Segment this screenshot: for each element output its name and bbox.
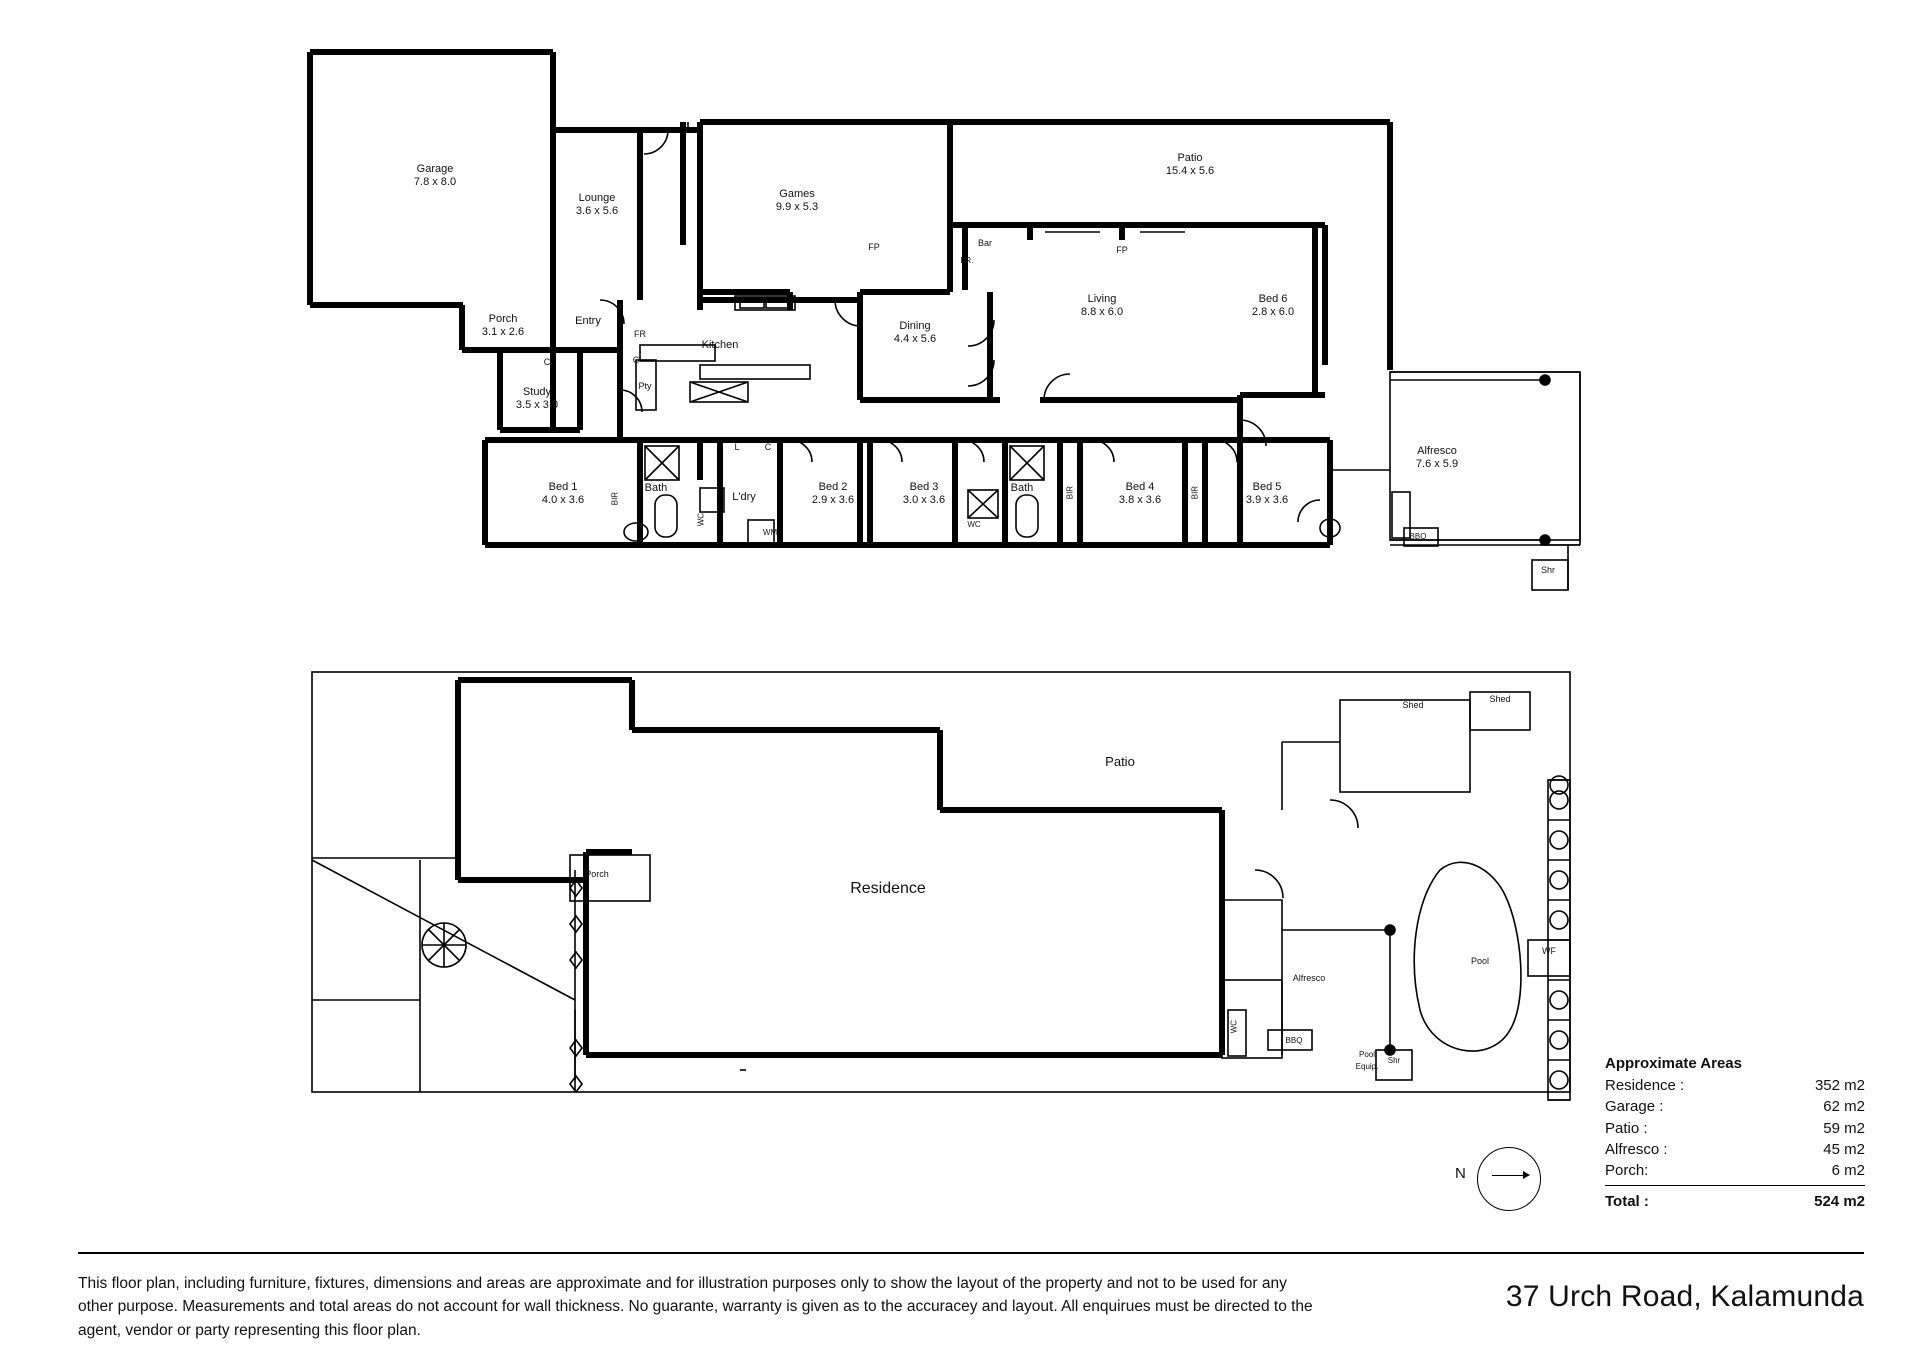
siteplan-label: Pool: [1470, 956, 1489, 966]
area-value: 352 m2: [1814, 1077, 1865, 1094]
fixture-label: L: [734, 442, 740, 452]
siteplan-label: WF: [1542, 946, 1556, 956]
compass: [1455, 1165, 1466, 1182]
areas-heading: Approximate Areas: [1605, 1055, 1742, 1072]
fixture-label: FP: [868, 242, 880, 252]
fixture-label: WC: [696, 512, 706, 527]
siteplan-label: Shed: [1489, 694, 1511, 704]
room-label: Bath: [1010, 482, 1034, 494]
area-value: 62 m2: [1823, 1098, 1865, 1116]
area-total-value: 524 m2: [1814, 1193, 1865, 1211]
room-label: Patio 15.4 x 5.6: [1165, 152, 1215, 177]
area-row: [1605, 1118, 1865, 1139]
fixture-label: FR: [634, 329, 646, 339]
area-row: [1605, 1075, 1865, 1096]
room-label: Bed 6 2.8 x 6.0: [1251, 293, 1295, 318]
fixture-label: FR.: [960, 256, 974, 265]
room-label: Study 3.5 x 3.0: [515, 386, 559, 411]
footer-divider: [78, 1252, 1864, 1254]
floorplan-detail: [600, 122, 1580, 590]
siteplan-label: Patio: [1105, 754, 1135, 769]
siteplan-label: Porch: [585, 869, 609, 879]
floorplan-walls: [310, 52, 1390, 545]
property-address: 37 Urch Road, Kalamunda: [1505, 1280, 1864, 1313]
area-row: [1605, 1096, 1865, 1117]
area-label: Porch:: [1605, 1162, 1649, 1180]
area-value: 59 m2: [1823, 1119, 1865, 1137]
siteplan-label: Alfresco: [1292, 973, 1326, 983]
siteplan-label: Pool: [1358, 1050, 1375, 1059]
fixture-label: C: [632, 355, 640, 365]
room-label: Lounge 3.6 x 5.6: [575, 192, 619, 217]
room-label: Bath: [644, 482, 668, 494]
compass-arrowhead: [1523, 1171, 1530, 1179]
compass-circle: [1477, 1147, 1541, 1211]
area-label: Alfresco :: [1605, 1140, 1668, 1158]
fixture-label: Pty: [638, 381, 652, 391]
disclaimer-text: This floor plan, including furniture, fixtures, dimensions and areas are approximate and for illustration purposes only to show the layout of the property and not to be used for any other purpose. Measurements and total areas do not account for wall thickness. No guarante, warranty is given as to the accuracey and layout. All enquirues must be directed to the agent, vendor or party representing this floor plan.: [78, 1275, 1313, 1339]
approximate-areas-panel: [1605, 1055, 1865, 1213]
area-label: Patio :: [1605, 1119, 1648, 1137]
area-total-row: [1605, 1188, 1865, 1212]
areas-divider: [1605, 1185, 1865, 1186]
fixture-label: C: [764, 442, 772, 452]
fixture-label: WC: [967, 520, 981, 529]
room-label: Entry: [575, 315, 601, 327]
compass-north-label: N: [1455, 1165, 1466, 1182]
room-label: Alfresco 7.6 x 5.9: [1415, 445, 1459, 470]
siteplan-label: Residence: [850, 880, 926, 897]
room-label: Games 9.9 x 5.3: [775, 188, 819, 213]
room-label: Bed 5 3.9 x 3.6: [1245, 481, 1289, 506]
area-label: Garage :: [1605, 1098, 1664, 1116]
room-label: Kitchen: [701, 339, 739, 351]
room-label: Bed 2 2.9 x 3.6: [811, 481, 855, 506]
room-label: Porch 3.1 x 2.6: [481, 313, 525, 338]
fixture-label: C: [543, 357, 551, 367]
compass-needle: [1492, 1175, 1526, 1176]
area-value: 45 m2: [1823, 1140, 1865, 1158]
siteplan-label: Shr: [1387, 1056, 1401, 1065]
area-value: 6 m2: [1831, 1162, 1865, 1180]
siteplan-label: WC: [1229, 1019, 1239, 1034]
fixture-label: BIR: [1065, 485, 1075, 500]
room-label: L'dry: [732, 491, 756, 503]
room-label: Bed 1 4.0 x 3.6: [541, 481, 585, 506]
siteplan-label: BBQ: [1285, 1036, 1303, 1045]
room-label: Living 8.8 x 6.0: [1080, 293, 1124, 318]
area-label: Residence :: [1605, 1077, 1685, 1094]
fixture-label: BIR: [1190, 485, 1200, 500]
area-row: [1605, 1139, 1865, 1160]
fixture-label: BIR: [610, 491, 620, 506]
siteplan-label: Shed: [1402, 700, 1424, 710]
fixture-label: WM: [762, 528, 778, 537]
room-label: Dining 4.4 x 5.6: [893, 320, 937, 345]
area-total-label: Total :: [1605, 1193, 1649, 1211]
siteplan-label: Equip.: [1355, 1062, 1379, 1071]
fixture-label: FP: [1116, 245, 1128, 255]
room-label: Garage 7.8 x 8.0: [413, 163, 457, 188]
fixture-label: BBQ: [1409, 532, 1427, 541]
room-label: Bed 3 3.0 x 3.6: [902, 481, 946, 506]
fixture-label: Bar: [977, 238, 992, 248]
room-label: Bed 4 3.8 x 3.6: [1118, 481, 1162, 506]
area-row: [1605, 1160, 1865, 1181]
fixture-label: Shr: [1540, 565, 1555, 575]
